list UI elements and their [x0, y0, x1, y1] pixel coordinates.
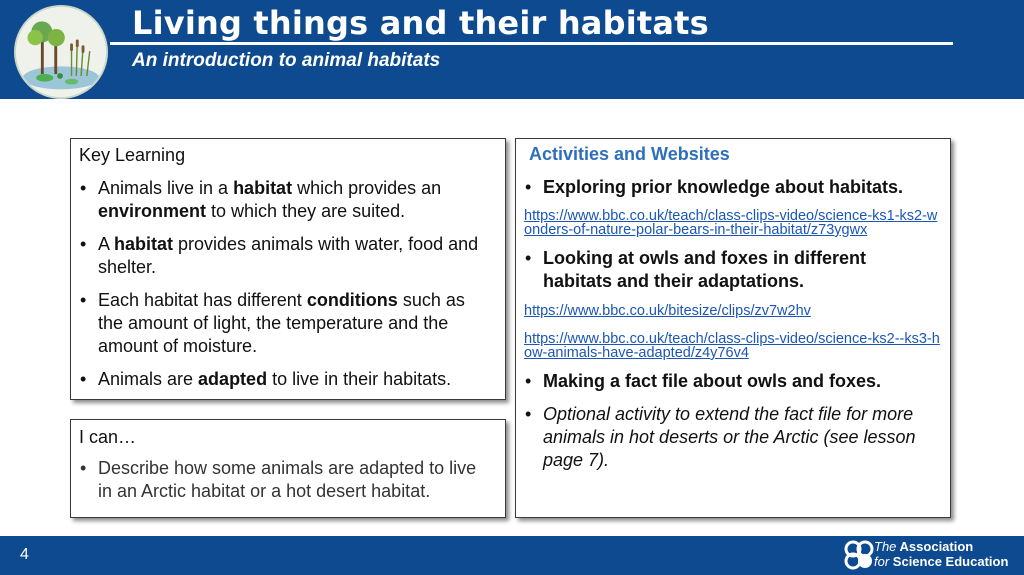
bullet-icon: •	[525, 248, 532, 268]
key-learning-heading: Key Learning	[79, 145, 186, 165]
text-segment: Each habitat has different	[98, 290, 307, 310]
bullet-icon: •	[80, 178, 87, 198]
text-segment: to which they are suited.	[206, 201, 406, 221]
list-item	[79, 177, 493, 223]
list-item	[79, 289, 493, 358]
pond-habitat-icon	[14, 5, 108, 99]
key-term: conditions	[306, 290, 398, 310]
activity-item-text: Making a fact file about owls and foxes.	[543, 371, 882, 391]
org-line1: Association	[899, 539, 974, 554]
org-line2-prefix: for	[874, 554, 890, 569]
page-number: 4	[20, 546, 29, 563]
page-title: Living things and their habitats	[132, 4, 709, 42]
text-segment: such as the amount of light, the temperature and the amount of moisture.	[98, 290, 465, 356]
org-line1-prefix: The	[874, 539, 897, 554]
i-can-heading: I can…	[79, 427, 137, 447]
text-segment: A	[98, 234, 115, 254]
org-name	[874, 539, 1008, 569]
bullet-icon: •	[80, 369, 87, 389]
activities-list-1	[524, 176, 940, 199]
ase-logo-icon	[844, 540, 874, 570]
key-learning-list	[79, 177, 493, 391]
link-bitesize-clip[interactable]: https://www.bbc.co.uk/bitesize/clips/zv7w2hv	[524, 303, 811, 319]
activities-panel	[515, 138, 951, 518]
bullet-icon: •	[525, 404, 532, 424]
list-item	[524, 403, 940, 472]
list-item	[524, 247, 940, 293]
i-can-panel	[70, 419, 506, 518]
key-term: environment	[98, 201, 207, 221]
key-term: habitat	[114, 234, 174, 254]
i-can-item-text: Describe how some animals are adapted to live in an Arctic habitat or a hot desert habitat.	[98, 458, 477, 501]
key-term: habitat	[233, 178, 293, 198]
bullet-icon: •	[80, 234, 87, 254]
page-subtitle: An introduction to animal habitats	[132, 50, 441, 71]
activities-list-3	[524, 370, 940, 472]
header-bar	[0, 0, 1024, 99]
text-segment: provides animals with water, food and shelter.	[98, 234, 479, 277]
text-segment: Animals live in a	[98, 178, 234, 198]
activity-item-text: Looking at owls and foxes in different habitats and their adaptations.	[543, 248, 867, 291]
text-segment: Animals are	[98, 369, 199, 389]
footer-bar	[0, 536, 1024, 575]
bullet-icon: •	[525, 177, 532, 197]
activities-list-2	[524, 247, 940, 293]
list-item	[79, 457, 493, 503]
list-item	[524, 176, 940, 199]
bullet-icon: •	[525, 371, 532, 391]
activity-item-text: Optional activity to extend the fact file for more animals in hot deserts or the Arctic (see lesson page 7).	[543, 404, 916, 470]
activities-heading: Activities and Websites	[529, 144, 730, 164]
link-animals-adapted[interactable]: https://www.bbc.co.uk/teach/class-clips-video/science-ks2--ks3-how-animals-have-adapted/z4y76v4	[524, 331, 940, 361]
key-learning-panel	[70, 138, 506, 400]
bullet-icon: •	[80, 290, 87, 310]
text-segment: to live in their habitats.	[267, 369, 452, 389]
link-polar-bears[interactable]: https://www.bbc.co.uk/teach/class-clips-video/science-ks1-ks2-wonders-of-nature-polar-bears-in-their-habitat/z73ygwx	[524, 208, 938, 238]
activity-item-text: Exploring prior knowledge about habitats.	[543, 177, 904, 197]
i-can-list	[79, 457, 493, 503]
list-item	[79, 368, 493, 391]
title-underline	[110, 42, 953, 45]
list-item	[79, 233, 493, 279]
key-term: adapted	[198, 369, 268, 389]
text-segment: which provides an	[292, 178, 442, 198]
list-item	[524, 370, 940, 393]
bullet-icon: •	[80, 458, 87, 478]
org-line2: Science Education	[892, 554, 1009, 569]
